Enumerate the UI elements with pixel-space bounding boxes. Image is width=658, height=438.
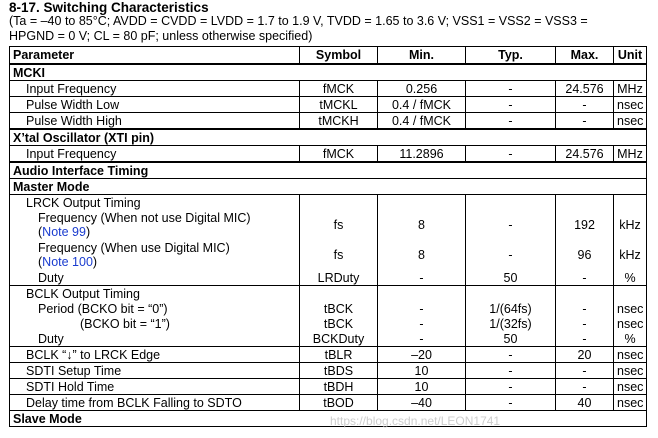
min-cell: 0.4 / fMCK	[378, 113, 466, 130]
unit-cell: nsec	[614, 363, 647, 379]
param-cell	[10, 240, 300, 270]
min-cell: 10	[378, 363, 466, 379]
param-cell: Duty	[10, 270, 300, 286]
min-cell: 8	[378, 240, 466, 270]
empty-cell	[614, 195, 647, 211]
typ-cell: -	[466, 113, 556, 130]
param-cell: Pulse Width Low	[10, 97, 300, 113]
min-cell: -	[378, 316, 466, 331]
column-header-parameter: Parameter	[10, 47, 300, 65]
typ-cell: -	[466, 146, 556, 163]
paren-close: )	[92, 255, 98, 269]
symbol-cell: LRDuty	[300, 270, 378, 286]
table-row	[10, 363, 647, 379]
section-row-slave-partial	[10, 411, 647, 427]
symbol-cell: fs	[300, 240, 378, 270]
subsection-row-bclk	[10, 286, 647, 302]
empty-cell	[466, 195, 556, 211]
paren-close: )	[85, 225, 91, 239]
table-header-row	[10, 47, 647, 65]
empty-cell	[556, 195, 614, 211]
symbol-cell: fMCK	[300, 146, 378, 163]
min-cell: 0.4 / fMCK	[378, 97, 466, 113]
column-header-max: Max.	[556, 47, 614, 65]
empty-cell	[300, 195, 378, 211]
section-row-xti	[10, 129, 647, 146]
note-100-link[interactable]: Note 100	[42, 255, 93, 269]
min-cell: -	[378, 331, 466, 347]
param-cell: Pulse Width High	[10, 113, 300, 130]
column-header-symbol: Symbol	[300, 47, 378, 65]
subsection-title-bclk: BCLK Output Timing	[10, 286, 300, 302]
max-cell: 20	[556, 347, 614, 363]
typ-cell: -	[466, 395, 556, 411]
unit-cell: nsec	[614, 301, 647, 316]
note-99-link[interactable]: Note 99	[42, 225, 86, 239]
symbol-cell: tBDH	[300, 379, 378, 395]
max-cell: -	[556, 316, 614, 331]
max-cell: -	[556, 363, 614, 379]
section-row-mcki	[10, 64, 647, 81]
max-cell: -	[556, 379, 614, 395]
max-cell: -	[556, 270, 614, 286]
subsection-row-lrck	[10, 195, 647, 211]
param-cell: Input Frequency	[10, 146, 300, 163]
typ-cell: -	[466, 363, 556, 379]
typ-cell: -	[466, 210, 556, 240]
paren-open: (	[38, 255, 43, 269]
param-cell: Delay time from BCLK Falling to SDTO	[10, 395, 300, 411]
min-cell: 0.256	[378, 81, 466, 97]
table-row	[10, 210, 647, 240]
typ-cell: 1/(32fs)	[466, 316, 556, 331]
max-cell: 24.576	[556, 146, 614, 163]
symbol-cell: tBDS	[300, 363, 378, 379]
min-cell: 10	[378, 379, 466, 395]
max-cell: 96	[556, 240, 614, 270]
unit-cell: nsec	[614, 316, 647, 331]
section-title-mcki: MCKI	[10, 64, 647, 81]
empty-cell	[556, 286, 614, 302]
table-row	[10, 301, 647, 316]
section-title-master: Master Mode	[10, 179, 647, 195]
table-row	[10, 97, 647, 113]
unit-cell: nsec	[614, 379, 647, 395]
typ-cell: -	[466, 240, 556, 270]
section-title-xti: X’tal Oscillator (XTI pin)	[10, 129, 647, 146]
min-cell: 8	[378, 210, 466, 240]
symbol-cell: fs	[300, 210, 378, 240]
section-heading: 8-17. Switching Characteristics	[9, 0, 209, 15]
max-cell: 192	[556, 210, 614, 240]
empty-cell	[466, 286, 556, 302]
symbol-cell: tMCKL	[300, 97, 378, 113]
typ-cell: -	[466, 97, 556, 113]
section-row-master	[10, 179, 647, 195]
symbol-cell: tMCKH	[300, 113, 378, 130]
column-header-typ: Typ.	[466, 47, 556, 65]
symbol-cell: tBCK	[300, 301, 378, 316]
unit-cell: MHz	[614, 81, 647, 97]
column-header-min: Min.	[378, 47, 466, 65]
typ-cell: -	[466, 81, 556, 97]
watermark-text: https://blog.csdn.net/LEON1741	[330, 414, 501, 428]
max-cell: 40	[556, 395, 614, 411]
conditions-line-2: HPGND = 0 V; CL = 80 pF; unless otherwise specified)	[9, 29, 313, 43]
conditions-line-1: (Ta = –40 to 85°C; AVDD = CVDD = LVDD = 1.7 to 1.9 V, TVDD = 1.65 to 3.6 V; VSS1 = VSS2 = VSS3 =	[9, 14, 588, 28]
empty-cell	[300, 286, 378, 302]
unit-cell: MHz	[614, 146, 647, 163]
param-cell	[10, 210, 300, 240]
unit-cell: kHz	[614, 240, 647, 270]
typ-cell: -	[466, 379, 556, 395]
section-row-audio	[10, 162, 647, 179]
min-cell: -	[378, 301, 466, 316]
typ-cell: 50	[466, 331, 556, 347]
unit-cell: kHz	[614, 210, 647, 240]
symbol-cell: BCKDuty	[300, 331, 378, 347]
empty-cell	[614, 286, 647, 302]
param-cell: Input Frequency	[10, 81, 300, 97]
table-row	[10, 379, 647, 395]
section-title-slave: Slave Mode	[10, 411, 647, 427]
min-cell: -	[378, 270, 466, 286]
max-cell: -	[556, 301, 614, 316]
table-row	[10, 113, 647, 130]
param-cell: SDTI Setup Time	[10, 363, 300, 379]
param-cell: (BCKO bit = “1”)	[10, 316, 300, 331]
column-header-unit: Unit	[614, 47, 647, 65]
table-row	[10, 316, 647, 331]
subsection-title-lrck: LRCK Output Timing	[10, 195, 300, 211]
table-row	[10, 270, 647, 286]
max-cell: 24.576	[556, 81, 614, 97]
min-cell: 11.2896	[378, 146, 466, 163]
empty-cell	[378, 195, 466, 211]
empty-cell	[378, 286, 466, 302]
unit-cell: nsec	[614, 395, 647, 411]
unit-cell: %	[614, 331, 647, 347]
symbol-cell: fMCK	[300, 81, 378, 97]
table-row	[10, 81, 647, 97]
paren-open: (	[38, 225, 43, 239]
max-cell: -	[556, 331, 614, 347]
unit-cell: %	[614, 270, 647, 286]
param-cell: Duty	[10, 331, 300, 347]
unit-cell: nsec	[614, 113, 647, 130]
param-cell: Period (BCKO bit = “0”)	[10, 301, 300, 316]
switching-characteristics-table	[9, 46, 647, 427]
unit-cell: nsec	[614, 347, 647, 363]
symbol-cell: tBOD	[300, 395, 378, 411]
table-row	[10, 395, 647, 411]
param-text: Frequency (When not use Digital MIC)	[38, 211, 251, 225]
symbol-cell: tBCK	[300, 316, 378, 331]
param-text: Frequency (When use Digital MIC)	[38, 241, 230, 255]
max-cell: -	[556, 113, 614, 130]
param-cell: SDTI Hold Time	[10, 379, 300, 395]
table-row	[10, 347, 647, 363]
symbol-cell: tBLR	[300, 347, 378, 363]
table-row	[10, 146, 647, 163]
table-row	[10, 331, 647, 347]
typ-cell: 50	[466, 270, 556, 286]
min-cell: –20	[378, 347, 466, 363]
typ-cell: -	[466, 347, 556, 363]
unit-cell: nsec	[614, 97, 647, 113]
table-row	[10, 240, 647, 270]
max-cell: -	[556, 97, 614, 113]
section-title-audio: Audio Interface Timing	[10, 162, 647, 179]
min-cell: –40	[378, 395, 466, 411]
param-cell: BCLK “↓” to LRCK Edge	[10, 347, 300, 363]
typ-cell: 1/(64fs)	[466, 301, 556, 316]
